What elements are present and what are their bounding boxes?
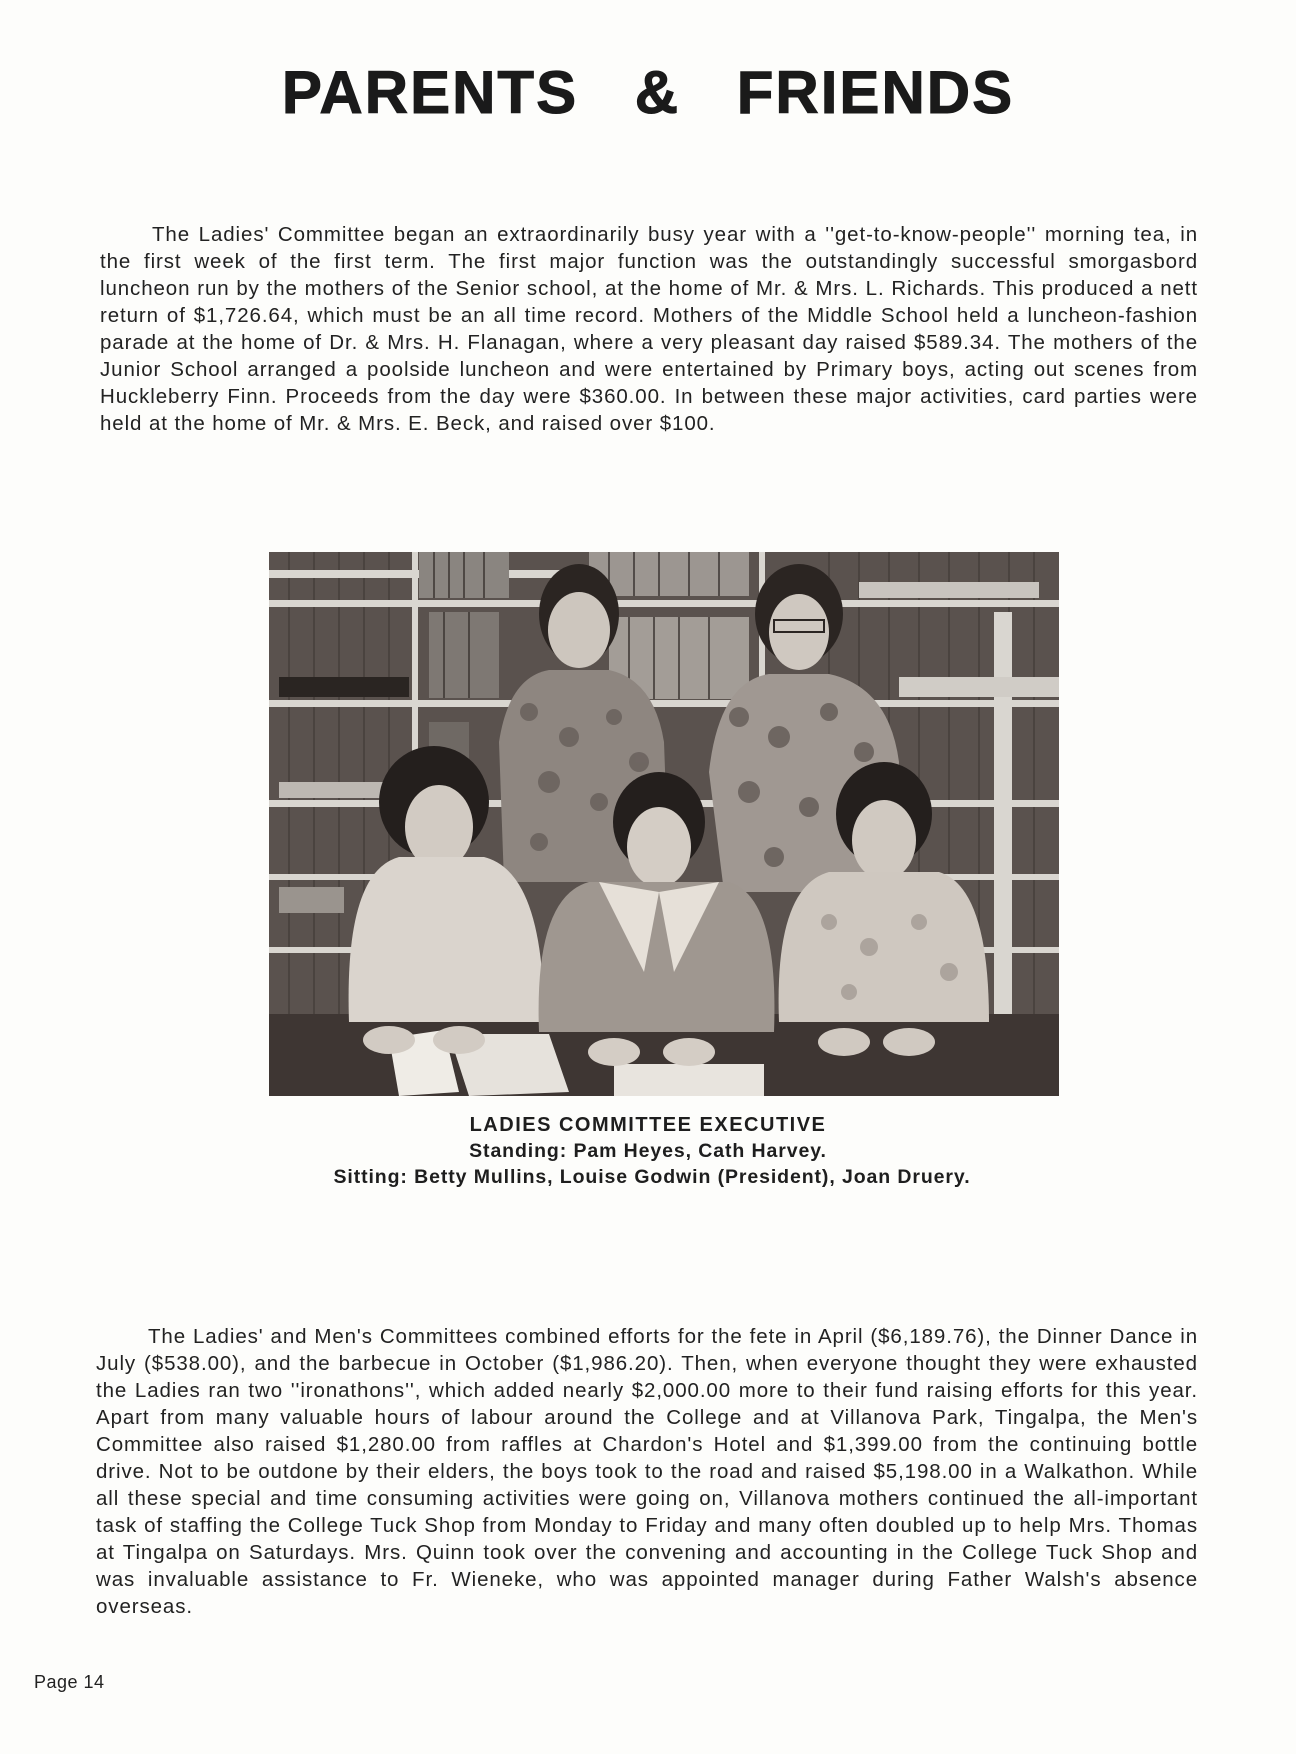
- caption-standing: Standing: Pam Heyes, Cath Harvey.: [469, 1140, 827, 1162]
- ladies-committee-photo: [269, 552, 1059, 1096]
- caption-sitting: Sitting: Betty Mullins, Louise Godwin (President), Joan Druery.: [333, 1166, 971, 1188]
- paragraph-1-text: The Ladies' Committee began an extraordinarily busy year with a ''get-to-know-people'' morning tea, in the first week of the first term. The first major function was the outstandingly successful smorgasbord luncheon run by the mothers of the Senior school, at the home of Mr. & Mrs. L. Richards. This produced a nett return of $1,726.64, which must be an all time record. Mothers of the Middle School held a luncheon-fashion parade at the home of Dr. & Mrs. H. Flanagan, where a very pleasant day raised $589.34. The mothers of the Junior School arranged a poolside luncheon and were entertained by Primary boys, acting out scenes from Huckleberry Finn. Proceeds from the day were $360.00. In between these major activities, card parties were held at the home of Mr. & Mrs. E. Beck, and raised over $100.: [100, 223, 1198, 435]
- paragraph-2-text: The Ladies' and Men's Committees combined efforts for the fete in April ($6,189.76), the Dinner Dance in July ($538.00), and the barbecue in October ($1,986.20). Then, when everyone thought they were exhausted the Ladies ran two ''ironathons'', which added nearly $2,000.00 more to their fund raising efforts for this year. Apart from many valuable hours of labour around the College and at Villanova Park, Tingalpa, the Men's Committee also raised $1,280.00 from raffles at Chardon's Hotel and $1,399.00 from the continuing bottle drive. Not to be outdone by their elders, the boys took to the road and raised $5,198.00 in a Walkathon. While all these special and time consuming activities were going on, Villanova mothers continued the all-important task of staffing the College Tuck Shop from Monday to Friday and many often doubled up to help Mrs. Thomas at Tingalpa on Saturdays. Mrs. Quinn took over the convening and accounting in the College Tuck Shop and was invaluable assistance to Fr. Wieneke, who was appointed manager during Father Walsh's absence overseas.: [96, 1325, 1198, 1618]
- page-number: Page 14: [34, 1672, 105, 1692]
- photo-caption: [0, 1112, 1296, 1190]
- page-title: PARENTS & FRIENDS: [281, 59, 1015, 126]
- article-paragraph-1: [100, 221, 1198, 437]
- article-paragraph-2: [96, 1323, 1198, 1620]
- caption-title: LADIES COMMITTEE EXECUTIVE: [469, 1114, 827, 1136]
